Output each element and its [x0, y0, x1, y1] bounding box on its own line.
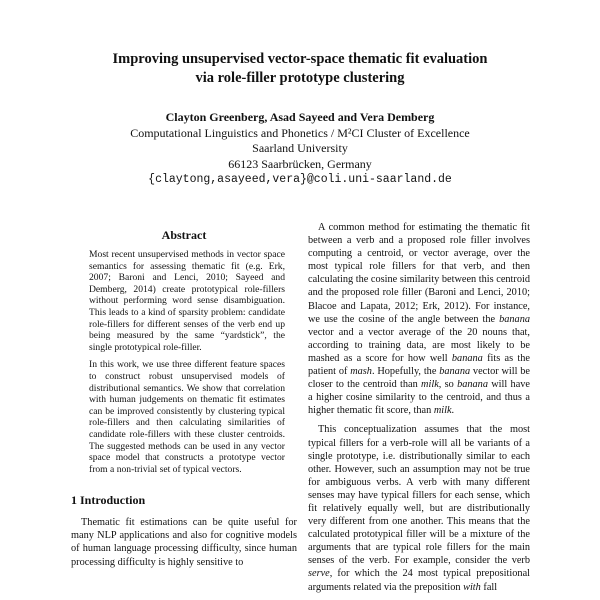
author-names: Clayton Greenberg, Asad Sayeed and Vera Demberg — [165, 110, 435, 124]
section-heading-introduction: 1 Introduction — [71, 493, 146, 508]
left-column — [71, 228, 297, 573]
author-block — [60, 110, 540, 188]
university: Saarland University — [252, 141, 348, 156]
paper-title — [60, 50, 540, 88]
abstract-paragraph-2: In this work, we use three different feature spaces to construct robust unsupervised models of distributional semantics. We show that correlation with human judgements on thematic fit estimates can be improved consistently by clustering typical role-fillers and then calculating similarities of candidate role-fillers with these cluster centroids. The suggested methods can be used in any vector space model that constructs a prototype vector from a non-trivial set of typical vectors. — [89, 359, 285, 475]
abstract-heading: Abstract — [161, 228, 207, 242]
address: 66123 Saarbrücken, Germany — [228, 156, 372, 171]
abstract-paragraph-1: Most recent unsupervised methods in vector space semantics for assessing thematic fit (e.g. Erk, 2007; Baroni and Lenci, 2010; Sayeed and Demberg, 2014) create prototypical role-fillers without performing word sense disambiguation. This leads to a kind of sparsity problem: candidate role-fillers for different senses of the verb end up being measured by the same “yardstick”, the single prototypical role-filler. — [89, 249, 285, 353]
body-paragraph-2: This conceptualization assumes that the most typical fillers for a verb-role will all be variants of a single prototype, i.e. distributionally similar to each other. However, such an assumption may not be true for ambiguous verbs. A verb with many different senses may have typical fillers for each sense, which fit relatively equally well, but are distributionally very different from one another. This means that the calculated prototypical filler will be a mixture of the arguments that are typical role fillers for the main senses of the verb. For example, consider the verb serve, for which the 24 most typical prepositional arguments related via the preposition with fall — [308, 424, 530, 593]
email: {claytong,asayeed,vera}@coli.uni-saarland.de — [148, 173, 452, 187]
title-line-1: Improving unsupervised vector-space thematic fit evaluation — [112, 51, 488, 67]
title-line-2: via role-filler prototype clustering — [195, 70, 405, 86]
intro-paragraph-1: Thematic fit estimations can be quite useful for many NLP applications and also for cognitive models of human language processing difficulty, since human processing difficulty is highly sensitive to — [71, 517, 297, 568]
affiliation: Computational Linguistics and Phonetics / M²CI Cluster of Excellence — [130, 125, 470, 140]
body-paragraph-1: A common method for estimating the thematic fit between a verb and a proposed role filler involves computing a centroid, or vector average, over the most typical role fillers for that verb, and then calculating the cosine similarity between this centroid and the proposed role filler (Baroni and Lenci, 2010; Blacoe and Lapata, 2012; Erk, 2012). For instance, we use the cosine of the angle between the banana vector and a vector average of the 20 nouns that, according to training data, are most likely to be mashed as a score for how well banana fits as the patient of mash. Hopefully, the banana vector will be closer to the centroid than milk, so banana will have a higher cosine similarity to the centroid, and thus a higher thematic fit score, than milk. — [308, 222, 530, 417]
right-column — [308, 221, 530, 600]
